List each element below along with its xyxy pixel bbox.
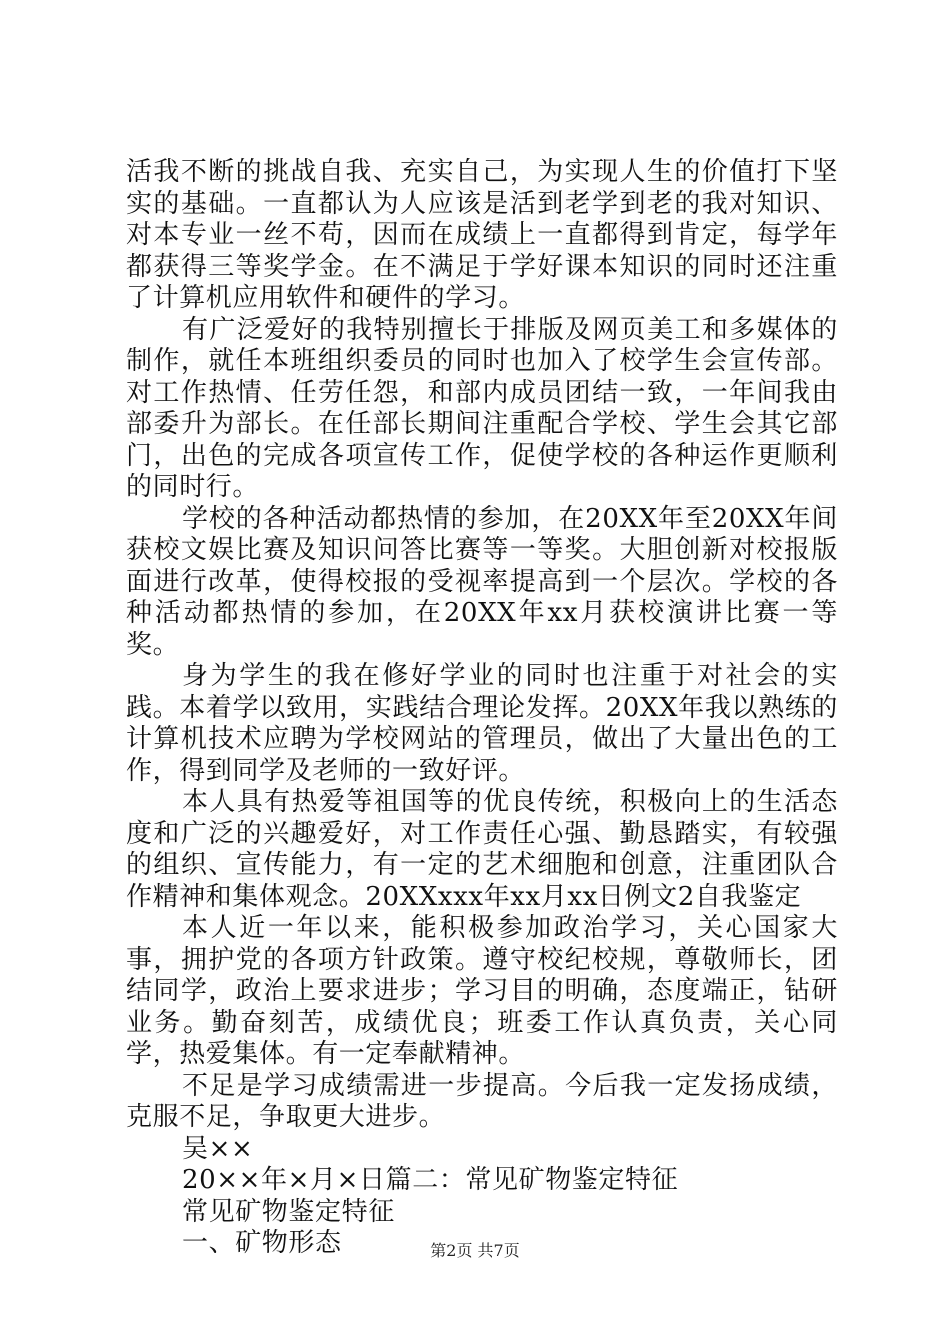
paragraph: 活我不断的挑战自我、充实自己，为实现人生的价值打下坚实的基础。一直都认为人应该是活到老学到老的我对知识、对本专业一丝不苟，因而在成绩上一直都得到肯定，每学年都获得三等奖学金。在不满足于学好课本知识的同时还注重了计算机应用软件和硬件的学习。 <box>126 157 838 313</box>
page-footer <box>0 1241 950 1261</box>
section-title: 常见矿物鉴定特征 <box>182 1196 395 1227</box>
page-number: 第2页 共7页 <box>430 1241 520 1260</box>
signature: 吴×× <box>182 1133 254 1164</box>
subsection-title: 一、矿物形态 <box>182 1228 342 1258</box>
date-line: 20××年×月×日篇二：常见矿物鉴定特征 <box>182 1165 679 1195</box>
paragraph: 本人近一年以来，能积极参加政治学习，关心国家大事，拥护党的各项方针政策。遵守校纪校规，尊敬师长，团结同学，政治上要求进步；学习目的明确，态度端正，钻研业务。勤奋刻苦，成绩优良；班委工作认真负责，关心同学，热爱集体。有一定奉献精神。 <box>126 913 838 1069</box>
paragraph: 身为学生的我在修好学业的同时也注重于对社会的实践。本着学以致用，实践结合理论发挥。20XX年我以熟练的计算机技术应聘为学校网站的管理员，做出了大量出色的工作，得到同学及老师的一致好评。 <box>126 661 838 786</box>
paragraph: 学校的各种活动都热情的参加，在20XX年至20XX年间获校文娱比赛及知识问答比赛等一等奖。大胆创新对校报版面进行改革，使得校报的受视率提高到一个层次。学校的各种活动都热情的参加，在20XX年xx月获校演讲比赛一等奖。 <box>126 503 838 660</box>
document-body <box>126 157 838 1260</box>
paragraph: 有广泛爱好的我特别擅长于排版及网页美工和多媒体的制作，就任本班组织委员的同时也加入了校学生会宣传部。对工作热情、任劳任怨，和部内成员团结一致，一年间我由部委升为部长。在任部长期间注重配合学校、学生会其它部门，出色的完成各项宣传工作，促使学校的各种运作更顺利的同时行。 <box>126 314 838 502</box>
paragraph: 本人具有热爱等祖国等的优良传统，积极向上的生活态度和广泛的兴趣爱好，对工作责任心强、勤恳踏实，有较强的组织、宣传能力，有一定的艺术细胞和创意，注重团队合作精神和集体观念。20XXxxx年xx月xx日例文2自我鉴定 <box>126 787 838 912</box>
paragraph: 不足是学习成绩需进一步提高。今后我一定发扬成绩，克服不足，争取更大进步。 <box>126 1070 838 1132</box>
